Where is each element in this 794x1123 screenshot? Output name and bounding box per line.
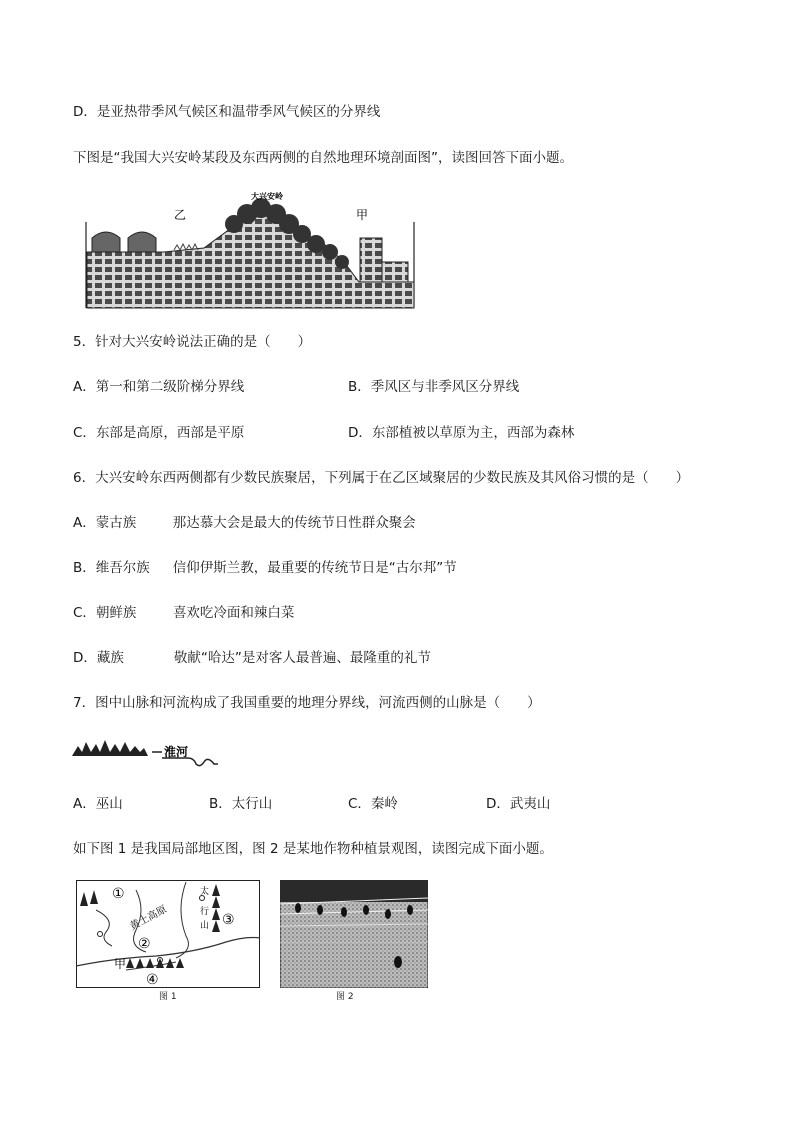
q7-option-d[interactable]: D．武夷山 [486, 796, 551, 812]
river-label: 淮河 [164, 745, 189, 759]
river-line [162, 758, 218, 766]
question-7: 7．图中山脉和河流构成了我国重要的地理分界线，河流西侧的山脉是（ ） [73, 695, 541, 711]
q6-option-c[interactable]: C．朝鲜族 喜欢吃冷面和辣白菜 [73, 605, 295, 621]
q5-option-d[interactable]: D．东部植被以草原为主，西部为森林 [348, 425, 575, 441]
mountain-river-figure [72, 734, 222, 770]
figure-2-caption: 图 2 [336, 992, 354, 1002]
map-label-4: ④ [146, 972, 159, 988]
q7-option-b[interactable]: B．太行山 [209, 796, 273, 812]
q6-option-b[interactable]: B．维吾尔族 信仰伊斯兰教，最重要的传统节日是“古尔邦”节 [73, 560, 457, 576]
q7-option-a[interactable]: A．巫山 [73, 796, 123, 812]
map-label-3: ③ [222, 912, 235, 928]
q6-option-d[interactable]: D．藏族 敬献“哈达”是对客人最普遍、最隆重的礼节 [73, 650, 431, 666]
intro-text-1: 下图是“我国大兴安岭某段及东西两侧的自然地理环境剖面图”，读图回答下面小题。 [73, 150, 573, 166]
map-label-1: ① [112, 886, 125, 902]
yurt-icon [92, 232, 120, 252]
label-jia: 甲 [356, 208, 369, 222]
q7-option-c[interactable]: C．秦岭 [348, 796, 398, 812]
q5-option-c[interactable]: C．东部是高原，西部是平原 [73, 425, 245, 441]
figure-1-caption: 图 1 [159, 992, 177, 1002]
yurt-icon [128, 232, 156, 252]
q5-option-a[interactable]: A．第一和第二级阶梯分界线 [73, 379, 245, 395]
prev-option-d: D．是亚热带季风气候区和温带季风气候区的分界线 [73, 104, 381, 120]
mountain-label: 大兴安岭 [251, 192, 283, 201]
cross-section-figure [84, 186, 418, 310]
map-plateau-label: 黄土高原 [128, 904, 169, 933]
q6-option-a[interactable]: A．蒙古族 那达慕大会是最大的传统节日性群众聚会 [73, 515, 416, 531]
label-yi: 乙 [174, 208, 187, 222]
question-6: 6．大兴安岭东西两侧都有少数民族聚居，下列属于在乙区域聚居的少数民族及其风俗习惯的是（ ） [73, 470, 690, 486]
map-label-xing: 行 [200, 907, 210, 917]
map-label-jia: 甲 [114, 957, 127, 971]
mountain-range-icon [72, 740, 148, 756]
intro-text-2: 如下图 1 是我国局部地区图，图 2 是某地作物种植景观图，读图完成下面小题。 [73, 841, 553, 857]
building-icon [360, 238, 382, 282]
map-label-tai: 太 [200, 887, 210, 897]
map-label-shan: 山 [200, 921, 210, 931]
crop-photo-figure [280, 880, 428, 988]
question-5: 5．针对大兴安岭说法正确的是（ ） [73, 334, 312, 350]
map-label-2: ② [138, 936, 151, 952]
q5-option-b[interactable]: B．季风区与非季风区分界线 [348, 379, 520, 395]
regional-map-figure [76, 880, 260, 988]
